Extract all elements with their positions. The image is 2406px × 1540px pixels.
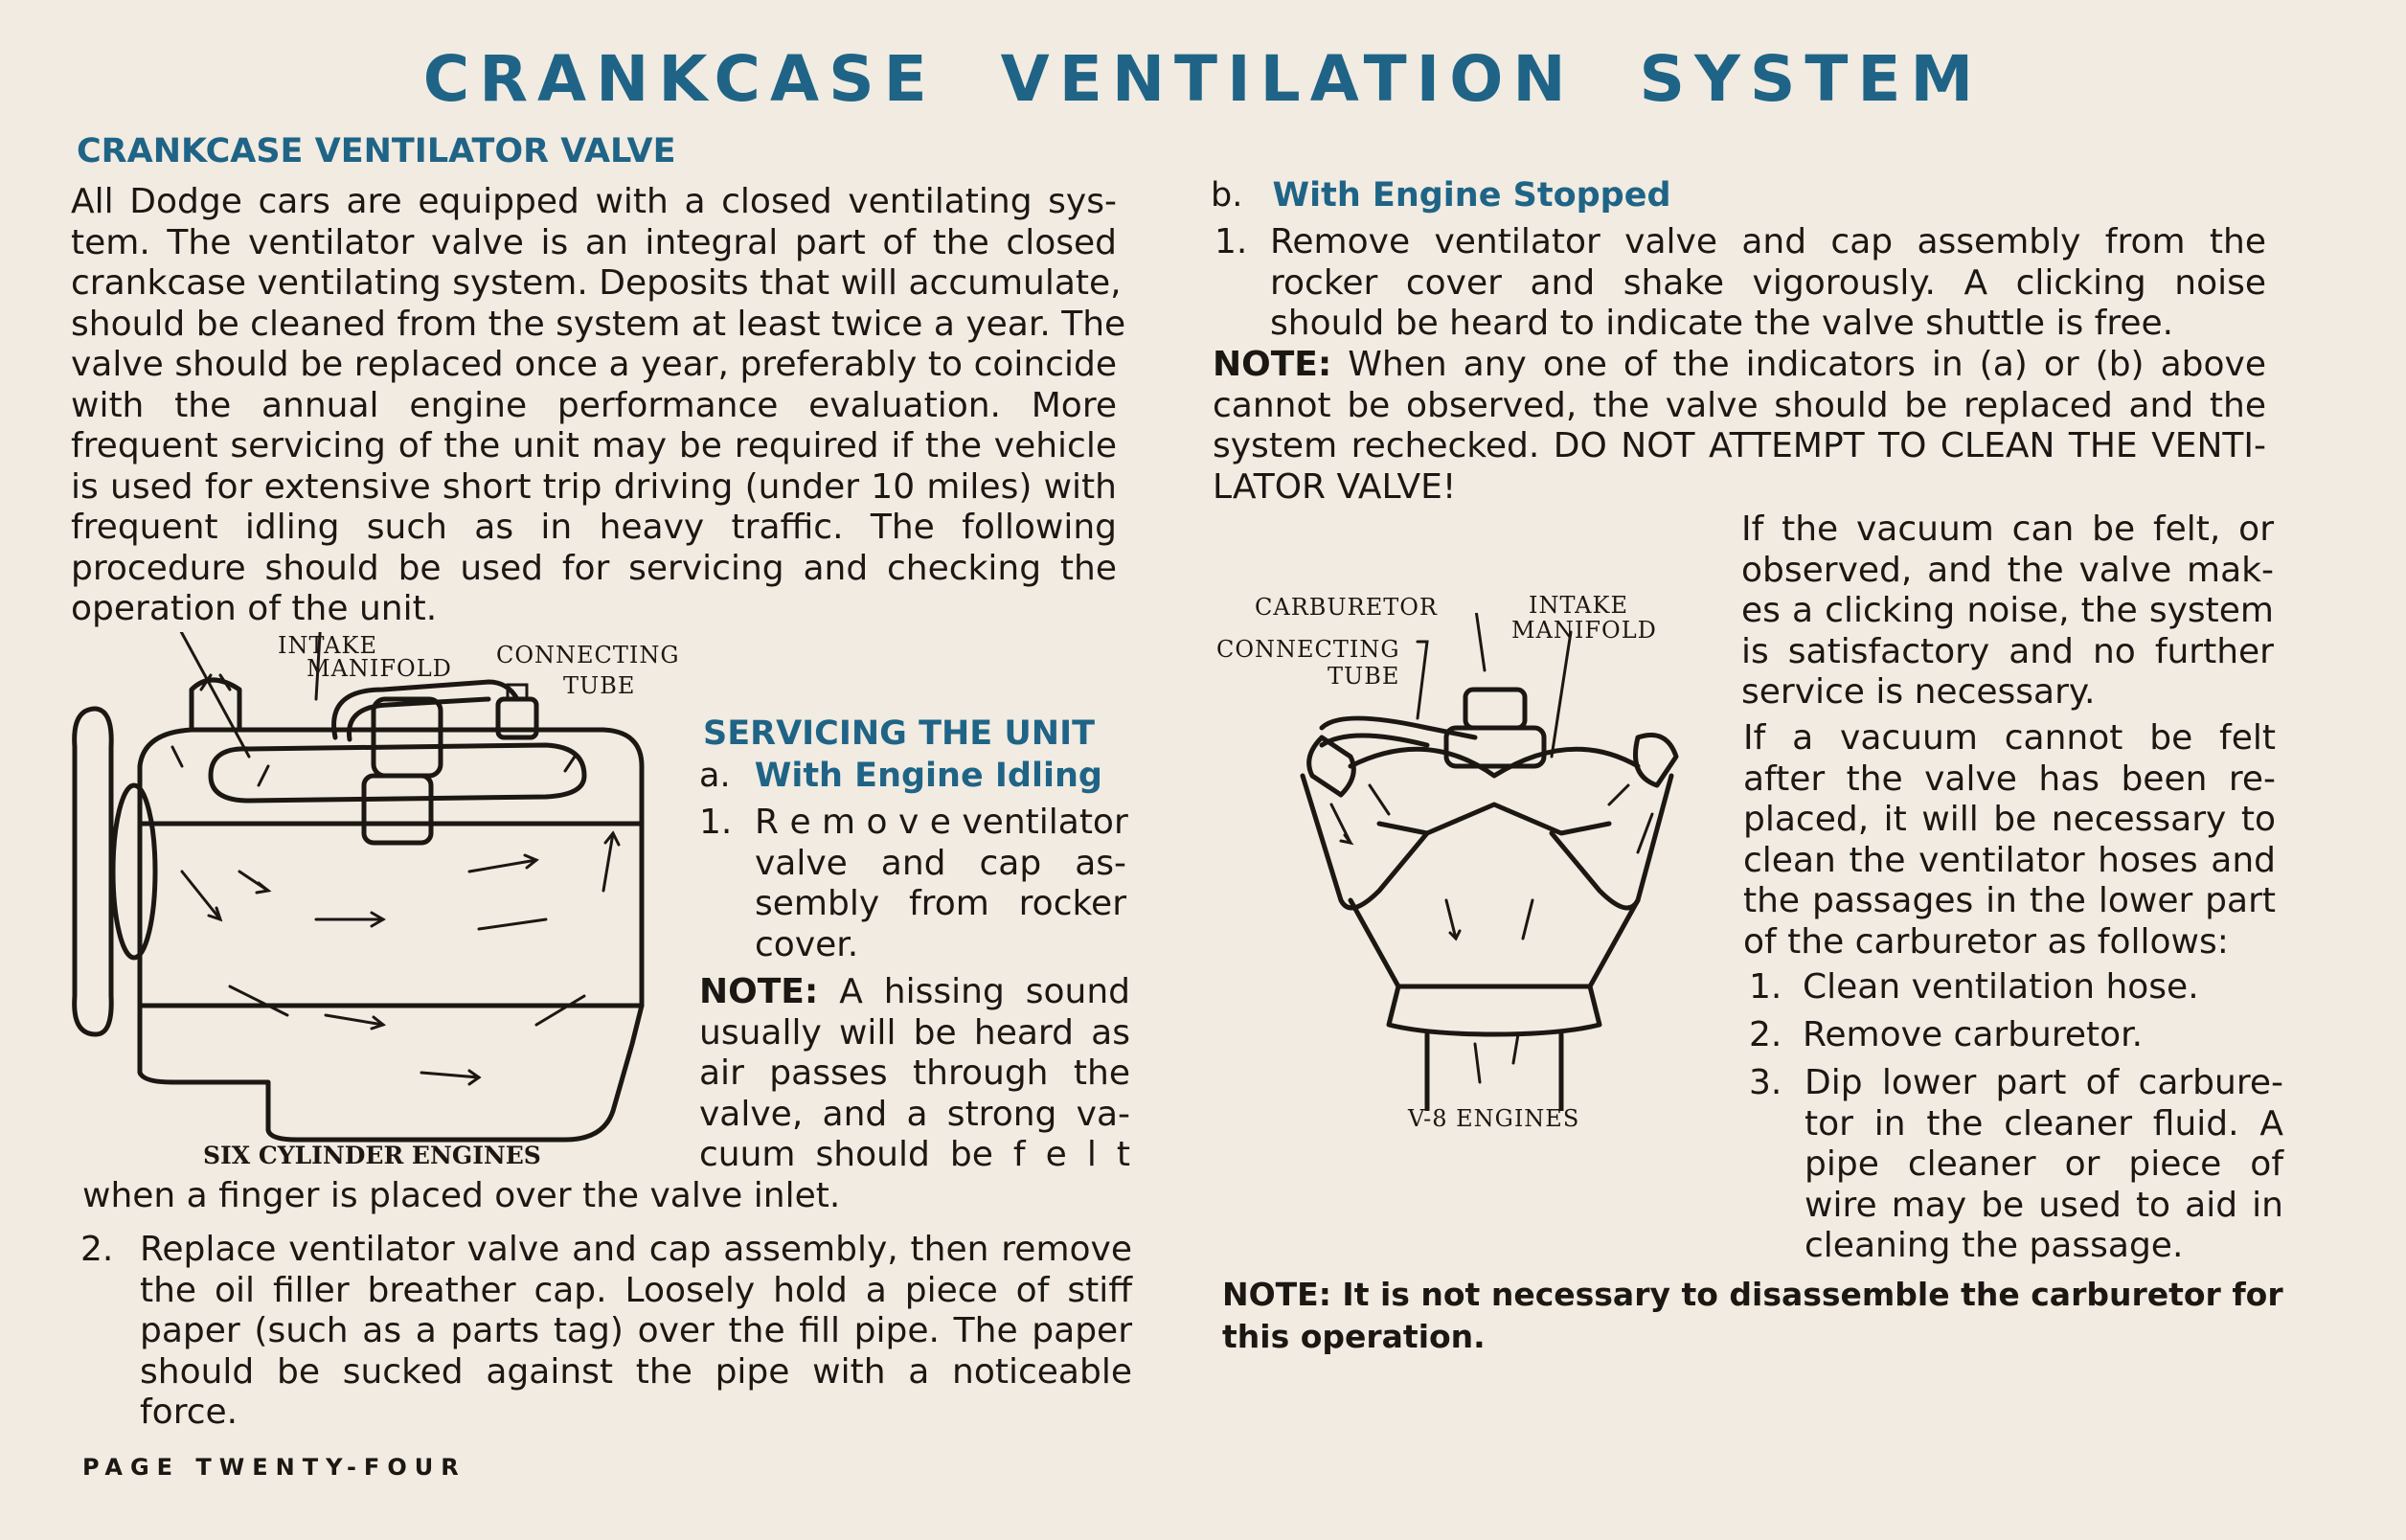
page-footer: PAGE TWENTY-FOUR [82, 1454, 466, 1481]
note-continuation: when a finger is placed over the valve inlet. [82, 1176, 841, 1215]
section-heading-ventilator-valve: CRANKCASE VENTILATOR VALVE [77, 132, 676, 170]
servicing-step-2 [80, 1230, 1132, 1434]
label-carburetor: CARBURETOR [1255, 594, 1438, 621]
text-line: Dip lower part of carbure- [1804, 1063, 2283, 1102]
final-note [1222, 1274, 2283, 1358]
text-line: valve and cap as- [755, 843, 1126, 883]
text-line: If a vacuum cannot be felt [1743, 718, 2276, 758]
section-heading-servicing: SERVICING THE UNIT [703, 714, 1095, 753]
list-letter: a. [699, 757, 731, 795]
text-line: valve should be replaced once a year, preferably to coincide [71, 345, 1117, 384]
note-label: NOTE: [1213, 345, 1332, 384]
text-line: When any one of the indicators in (a) or (b) above [1348, 345, 2266, 384]
text-line: If the vacuum can be felt, or [1741, 510, 2274, 549]
text-line: the passages in the lower part [1743, 881, 2276, 920]
text-line: of the carburetor as follows: [1743, 921, 2229, 962]
six-cylinder-engine-diagram [67, 632, 661, 1168]
text-line: usually will be heard as [699, 1012, 1130, 1053]
text-line: this operation. [1222, 1318, 1486, 1355]
text-line: Remove ventilator valve and cap assembly from the [1270, 222, 2266, 261]
text-line: procedure should be used for servicing and checking the [71, 548, 1117, 588]
list-text: Remove carburetor. [1803, 1015, 2144, 1054]
stopped-step-1 [1214, 222, 2266, 345]
vacuum-felt-paragraph [1741, 510, 2274, 713]
text-line: cannot be observed, the valve should be replaced and the [1213, 385, 2266, 425]
stopped-note [1213, 345, 2266, 508]
subheading-engine-idling [699, 757, 1102, 795]
text-line: rocker cover and shake vigorously. A clicking noise [1270, 262, 2266, 303]
text-line: R e m o v e ventilator [755, 803, 1128, 842]
list-letter: b. [1211, 176, 1243, 215]
text-line: crankcase ventilating system. Deposits that will accumulate, [71, 263, 1122, 303]
text-line: NOTE: It is not necessary to disassemble the carburetor for [1222, 1276, 2283, 1313]
label-manifold: MANIFOLD [306, 655, 452, 682]
step-number: 2. [80, 1230, 114, 1269]
text-line: tor in the cleaner fluid. A [1804, 1103, 2283, 1144]
list-item [1749, 1015, 2281, 1063]
text-line: system rechecked. DO NOT ATTEMPT TO CLEAN THE VENTI- [1213, 426, 2266, 465]
text-line: es a clicking noise, the system [1741, 591, 2274, 630]
text-line: should be sucked against the pipe with a noticeable [140, 1351, 1132, 1392]
vacuum-not-felt-paragraph [1743, 718, 2276, 962]
text-line: cuum should be f e l t [699, 1135, 1130, 1174]
label-intake: INTAKE [278, 632, 377, 659]
text-line: air passes through the [699, 1053, 1130, 1093]
text-line: wire may be used to aid in [1804, 1185, 2283, 1225]
text-line: is satisfactory and no further [1741, 631, 2274, 671]
step-number: 1. [1214, 222, 1248, 261]
text-line: cleaning the passage. [1804, 1226, 2184, 1265]
label-tube: TUBE [563, 672, 636, 699]
text-line: placed, it will be necessary to [1743, 800, 2276, 839]
servicing-step-1 [699, 803, 1126, 965]
list-text: Clean ventilation hose. [1803, 967, 2199, 1007]
text-line: after the valve has been re- [1743, 759, 2276, 799]
text-line: Replace ventilator valve and cap assembly, then remove [140, 1230, 1132, 1269]
text-line: with the annual engine performance evaluation. More [71, 385, 1117, 425]
text-line: valve, and a strong va- [699, 1094, 1130, 1134]
note-label: NOTE: [699, 972, 819, 1011]
text-line: pipe cleaner or piece of [1804, 1144, 2283, 1184]
step-number: 1. [699, 803, 733, 842]
subheading-text: With Engine Idling [754, 757, 1102, 795]
text-line: is used for extensive short trip driving (under 10 miles) with [71, 466, 1117, 507]
text-line: sembly from rocker [755, 884, 1126, 923]
text-line: tem. The ventilator valve is an integral part of the closed [71, 222, 1117, 262]
label-connecting: CONNECTING [1216, 636, 1400, 663]
label-manifold: MANIFOLD [1511, 617, 1657, 644]
text-line: service is necessary. [1741, 672, 2096, 712]
list-number: 1. [1749, 967, 1782, 1007]
text-line: the oil filler breather cap. Loosely hold a piece of stiff [140, 1270, 1132, 1310]
text-line: cover. [755, 924, 859, 964]
text-line: should be heard to indicate the valve shuttle is free. [1270, 304, 2174, 343]
cleaning-list [1749, 967, 2281, 1267]
subheading-text: With Engine Stopped [1272, 176, 1671, 215]
intro-paragraph [71, 182, 1126, 630]
label-connecting: CONNECTING [496, 642, 680, 668]
page-title: CRANKCASE VENTILATION SYSTEM [422, 42, 1984, 116]
list-number: 2. [1749, 1015, 1782, 1054]
list-item [1749, 1063, 2281, 1267]
label-tube: TUBE [1328, 663, 1400, 690]
servicing-note [699, 972, 1130, 1176]
text-line: paper (such as a parts tag) over the fill pipe. The paper [140, 1311, 1132, 1350]
text-line: A hissing sound [839, 972, 1131, 1011]
label-intake: INTAKE [1529, 592, 1628, 619]
text-line: force. [140, 1393, 238, 1432]
subheading-engine-stopped [1211, 176, 1671, 215]
text-line: frequent idling such as in heavy traffic. The following [71, 508, 1117, 547]
text-line: should be cleaned from the system at least twice a year. The [71, 304, 1126, 344]
list-item [1749, 967, 2281, 1015]
text-line: clean the ventilator hoses and [1743, 840, 2276, 880]
caption-six-cylinder: SIX CYLINDER ENGINES [203, 1142, 541, 1169]
text-line: frequent servicing of the unit may be required if the vehicle [71, 426, 1117, 465]
text-line: All Dodge cars are equipped with a closed ventilating sys- [71, 182, 1117, 221]
text-line: LATOR VALVE! [1213, 466, 1457, 507]
text-line: operation of the unit. [71, 589, 438, 628]
caption-v8: V-8 ENGINES [1408, 1105, 1580, 1132]
list-number: 3. [1749, 1063, 1782, 1102]
text-line: observed, and the valve mak- [1741, 550, 2274, 590]
